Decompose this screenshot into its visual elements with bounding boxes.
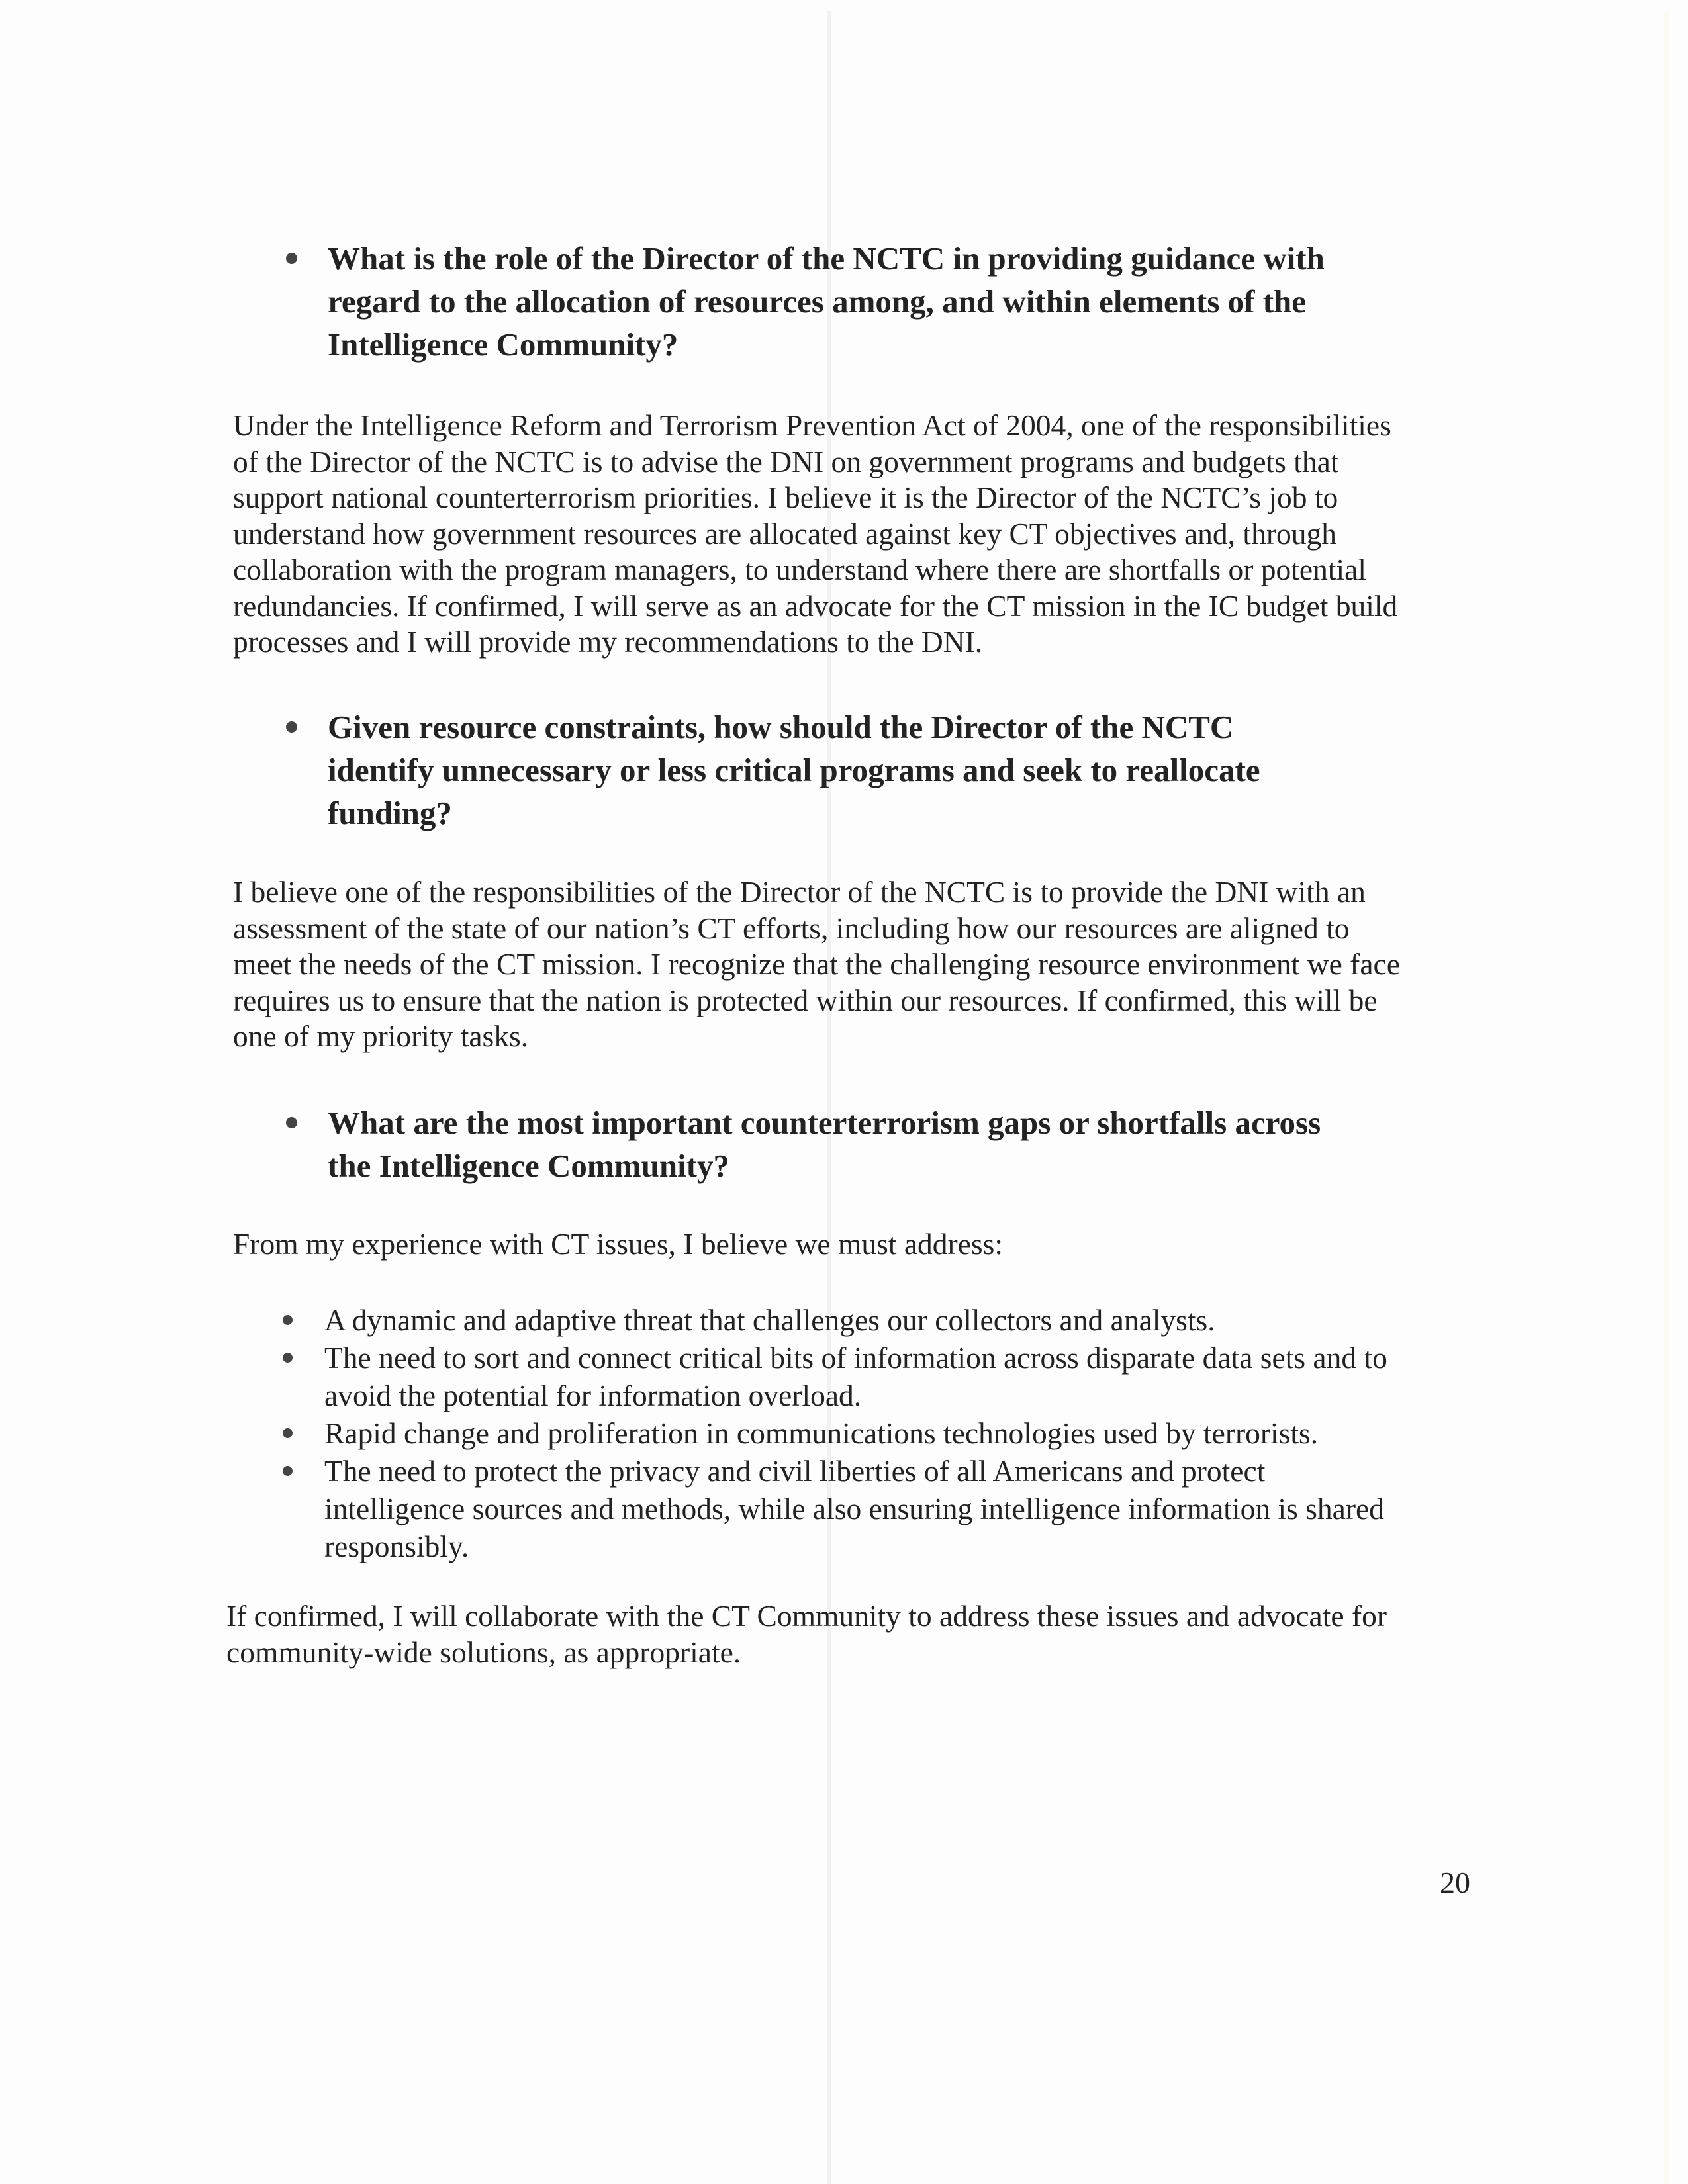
list-item bbox=[324, 1414, 1516, 1452]
bullet-icon bbox=[283, 1428, 293, 1438]
answer-line: understand how government resources are allocated against key CT objectives and, through bbox=[233, 516, 1336, 551]
list-item-line: Rapid change and proliferation in communications technologies used by terrorists. bbox=[324, 1416, 1319, 1450]
closing-line: community-wide solutions, as appropriate. bbox=[226, 1635, 741, 1669]
closing-line: If confirmed, I will collaborate with the CT Community to address these issues and advocate for bbox=[226, 1599, 1387, 1633]
closing-paragraph bbox=[226, 1598, 1517, 1670]
answer-line: assessment of the state of our nation’s CT efforts, including how our resources are aligned to bbox=[233, 911, 1350, 945]
answer-line: of the Director of the NCTC is to advise the DNI on government programs and budgets that bbox=[233, 444, 1339, 478]
answer-3-intro bbox=[233, 1226, 1524, 1263]
list-item-line: avoid the potential for information overload. bbox=[324, 1379, 862, 1412]
list-item-line: The need to protect the privacy and civil liberties of all Americans and protect bbox=[324, 1454, 1266, 1488]
bullet-icon bbox=[286, 1117, 297, 1128]
answer-1 bbox=[233, 408, 1524, 660]
gaps-list bbox=[324, 1301, 1516, 1565]
answer-line: collaboration with the program managers, to understand where there are shortfalls or potential bbox=[233, 553, 1366, 586]
question-line: What is the role of the Director of the NCTC in providing guidance with bbox=[328, 240, 1325, 277]
question-line: the Intelligence Community? bbox=[328, 1148, 729, 1184]
answer-line: redundancies. If confirmed, I will serve as an advocate for the CT mission in the IC budget build bbox=[233, 588, 1398, 623]
list-item bbox=[324, 1301, 1516, 1339]
list-item-line: A dynamic and adaptive threat that challenges our collectors and analysts. bbox=[324, 1303, 1215, 1337]
question-3 bbox=[328, 1101, 1519, 1187]
list-item-line: The need to sort and connect critical bits of information across disparate data sets and to bbox=[324, 1341, 1387, 1375]
list-item-line: intelligence sources and methods, while also ensuring intelligence information is shared bbox=[324, 1492, 1384, 1525]
answer-2 bbox=[233, 874, 1524, 1055]
list-item bbox=[324, 1339, 1516, 1414]
question-line: funding? bbox=[328, 795, 452, 831]
bullet-icon bbox=[283, 1353, 293, 1363]
bullet-icon bbox=[286, 253, 297, 264]
answer-line: meet the needs of the CT mission. I recognize that the challenging resource environment we face bbox=[233, 947, 1400, 981]
question-line: Given resource constraints, how should the Director of the NCTC bbox=[328, 709, 1234, 745]
answer-line: Under the Intelligence Reform and Terrorism Prevention Act of 2004, one of the responsibilities bbox=[233, 408, 1391, 442]
question-2 bbox=[328, 705, 1519, 835]
question-line: Intelligence Community? bbox=[328, 326, 679, 363]
answer-line: one of my priority tasks. bbox=[233, 1019, 529, 1053]
answer-line: requires us to ensure that the nation is protected within our resources. If confirmed, this will be bbox=[233, 983, 1378, 1017]
page-number: 20 bbox=[1440, 1866, 1470, 1899]
question-line: identify unnecessary or less critical programs and seek to reallocate bbox=[328, 752, 1260, 788]
list-item-line: responsibly. bbox=[324, 1529, 469, 1563]
answer-line: I believe one of the responsibilities of the Director of the NCTC is to provide the DNI with an bbox=[233, 875, 1366, 909]
question-line: regard to the allocation of resources among, and within elements of the bbox=[328, 283, 1307, 320]
question-1 bbox=[328, 237, 1519, 366]
scan-edge-line bbox=[1664, 11, 1669, 2184]
answer-line: processes and I will provide my recommendations to the DNI. bbox=[233, 625, 983, 659]
bullet-icon bbox=[286, 721, 297, 733]
answer-line: support national counterterrorism priorities. I believe it is the Director of the NCTC’s job to bbox=[233, 480, 1338, 514]
question-line: What are the most important counterterrorism gaps or shortfalls across bbox=[328, 1105, 1321, 1141]
list-item bbox=[324, 1452, 1516, 1565]
intro-line: From my experience with CT issues, I believe we must address: bbox=[233, 1227, 1003, 1261]
bullet-icon bbox=[283, 1466, 293, 1476]
bullet-icon bbox=[283, 1315, 293, 1325]
